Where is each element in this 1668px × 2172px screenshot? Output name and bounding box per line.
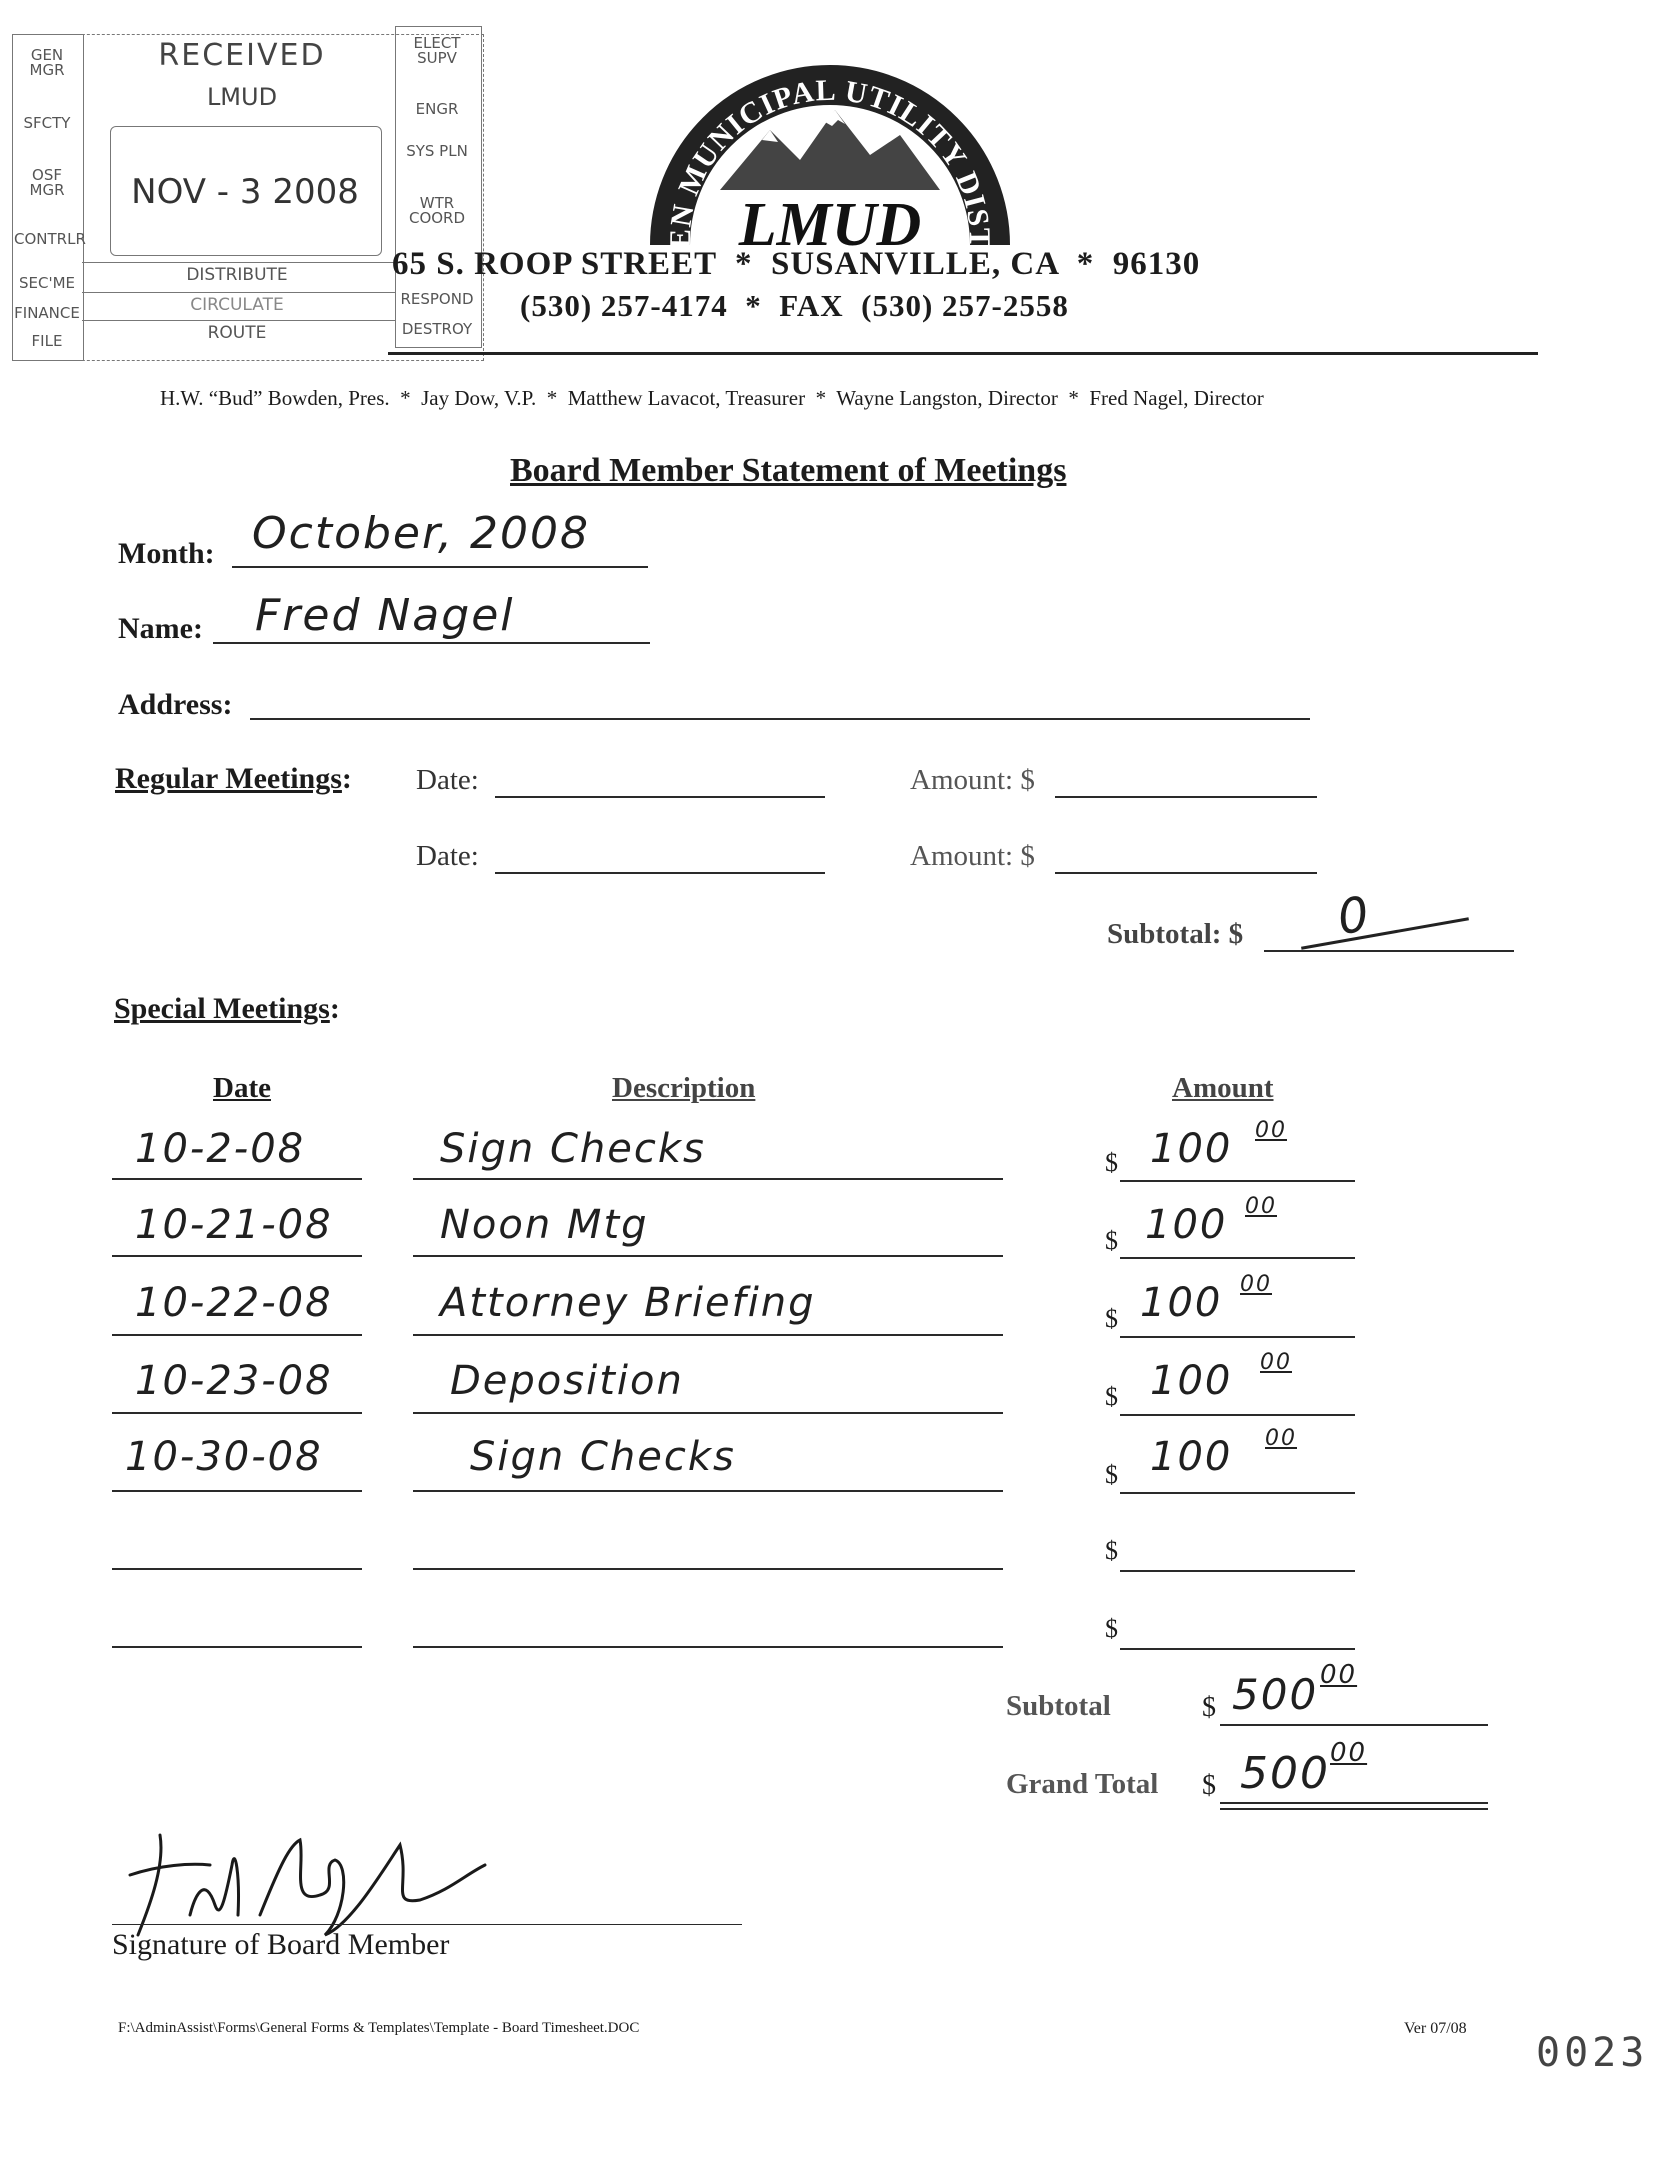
logo-arc-text: EN MUNICIPAL UTILITY DIST (663, 73, 997, 250)
special-subtotal-line (1220, 1724, 1488, 1726)
row-date-line (112, 1568, 362, 1570)
footer-path: F:\AdminAssist\Forms\General Forms & Templates\Template - Board Timesheet.DOC (118, 2020, 640, 2036)
received-stamp (12, 26, 484, 366)
row-amount: 100 (1150, 1358, 1233, 1404)
row-description-line (413, 1490, 1003, 1492)
stamp-box-wtr-coord: WTR COORD (408, 194, 466, 227)
stamp-distribute: DISTRIBUTE (186, 265, 288, 285)
regular-date-line-2 (495, 872, 825, 874)
row-date-line (112, 1490, 362, 1492)
stamp-box-contrlr: CONTRLR (14, 230, 86, 248)
form-title: Board Member Statement of Meetings (510, 452, 1067, 489)
special-meetings-heading (114, 992, 340, 1026)
regular-subtotal-value: 0 (1334, 886, 1375, 946)
regular-amount-line-2 (1055, 872, 1317, 874)
address-field-line (250, 718, 1310, 720)
grand-total-line-1 (1220, 1802, 1488, 1804)
special-subtotal-value: 500 (1232, 1670, 1319, 1719)
stamp-date: NOV - 3 2008 (131, 172, 359, 212)
grand-total-cents: 00 (1330, 1738, 1368, 1768)
special-meetings-colon: : (329, 992, 340, 1025)
row-cents: 00 (1255, 1118, 1287, 1143)
row-date-line (112, 1178, 362, 1180)
regular-meetings-heading (115, 762, 352, 796)
row-description-line (413, 1178, 1003, 1180)
row-amount: 100 (1150, 1434, 1233, 1480)
row-description-line (413, 1646, 1003, 1648)
stamp-received: RECEIVED (158, 38, 326, 73)
row-dollar: $ (1105, 1614, 1118, 1643)
row-amount-line (1120, 1492, 1355, 1494)
lmud-logo (640, 40, 1020, 280)
stamp-route: ROUTE (207, 323, 267, 343)
row-date-line (112, 1412, 362, 1414)
name-line (213, 642, 650, 644)
logo-center-text: LMUD (738, 191, 922, 259)
row-amount: 100 (1150, 1126, 1233, 1172)
row-date: 10-22-08 (135, 1280, 333, 1326)
row-dollar: $ (1105, 1536, 1118, 1565)
row-dollar: $ (1105, 1382, 1118, 1411)
row-cents: 00 (1260, 1350, 1292, 1375)
special-subtotal-cents: 00 (1320, 1660, 1358, 1690)
stamp-box-sys-pln: SYS PLN (406, 142, 468, 160)
month-line (232, 566, 648, 568)
row-description: Sign Checks (470, 1434, 736, 1480)
regular-date-label-1: Date: (416, 764, 479, 796)
lmud-logo-graphic (640, 40, 1020, 280)
row-dollar: $ (1105, 1304, 1118, 1333)
row-date: 10-2-08 (135, 1126, 306, 1172)
row-amount-line (1120, 1570, 1355, 1572)
regular-amount-label-1: Amount: $ (910, 764, 1035, 796)
row-amount-line (1120, 1414, 1355, 1416)
name-label: Name: (118, 612, 203, 645)
row-description: Deposition (450, 1358, 684, 1404)
stamp-box-destroy: DESTROY (401, 320, 473, 338)
col-header-description: Description (612, 1072, 756, 1104)
row-description-line (413, 1255, 1003, 1257)
header-rule (388, 352, 1538, 355)
row-date: 10-21-08 (135, 1202, 333, 1248)
board-members-line: H.W. “Bud” Bowden, Pres. * Jay Dow, V.P. * Matthew Lavacot, Treasurer * Wayne Langston, Director * Fred Nagel, Director (160, 386, 1264, 410)
regular-date-line-1 (495, 796, 825, 798)
row-cents: 00 (1265, 1426, 1297, 1451)
row-amount-line (1120, 1336, 1355, 1338)
page-number: 0023 (1536, 2030, 1649, 2076)
row-amount: 100 (1140, 1280, 1223, 1326)
stamp-org: LMUD (206, 83, 278, 111)
special-meetings-label: Special Meetings (114, 992, 330, 1025)
stamp-box-safety: SFCTY (23, 114, 71, 132)
row-date: 10-30-08 (125, 1434, 323, 1480)
regular-subtotal-line (1264, 950, 1514, 952)
address-label: Address: (118, 688, 233, 721)
regular-amount-label-2: Amount: $ (910, 840, 1035, 872)
stamp-box-sec: SEC'ME (18, 274, 75, 292)
row-dollar: $ (1105, 1148, 1118, 1177)
regular-amount-line-1 (1055, 796, 1317, 798)
stamp-box-respond: RESPOND (400, 290, 474, 308)
col-header-amount: Amount (1172, 1072, 1274, 1104)
row-date-line (112, 1646, 362, 1648)
grand-total-value: 500 (1240, 1748, 1330, 1799)
regular-date-label-2: Date: (416, 840, 479, 872)
row-date-line (112, 1255, 362, 1257)
grand-total-dollar: $ (1202, 1770, 1216, 1801)
row-description-line (413, 1334, 1003, 1336)
signature-label: Signature of Board Member (112, 1928, 450, 1961)
row-description: Attorney Briefing (440, 1280, 816, 1326)
special-subtotal-label: Subtotal (1006, 1690, 1111, 1722)
row-date-line (112, 1334, 362, 1336)
regular-meetings-colon: : (341, 762, 352, 795)
regular-subtotal-label: Subtotal: $ (1107, 918, 1244, 950)
row-amount: 100 (1145, 1202, 1228, 1248)
row-amount-line (1120, 1648, 1355, 1650)
row-cents: 00 (1245, 1194, 1277, 1219)
stamp-box-file: FILE (31, 332, 63, 350)
month-value: October, 2008 (252, 508, 590, 559)
row-description-line (413, 1412, 1003, 1414)
stamp-box-gen-mgr: GEN MGR (29, 46, 65, 79)
address-line: 65 S. ROOP STREET * SUSANVILLE, CA * 96130 (392, 246, 1201, 282)
special-subtotal-dollar: $ (1202, 1692, 1216, 1723)
row-cents: 00 (1240, 1272, 1272, 1297)
stamp-circulate: CIRCULATE (190, 295, 284, 315)
stamp-box-engr: ENGR (415, 100, 459, 118)
grand-total-label: Grand Total (1006, 1768, 1159, 1800)
stamp-box-osf-mgr: OSF MGR (29, 166, 65, 199)
row-amount-line (1120, 1257, 1355, 1259)
regular-meetings-label: Regular Meetings (115, 762, 342, 795)
row-description: Noon Mtg (440, 1202, 649, 1248)
grand-total-line-2 (1220, 1808, 1488, 1810)
row-amount-line (1120, 1180, 1355, 1182)
name-value: Fred Nagel (255, 590, 515, 641)
month-label: Month: (118, 537, 215, 570)
regular-subtotal-slash (1301, 917, 1469, 949)
row-description: Sign Checks (440, 1126, 706, 1172)
col-header-date: Date (213, 1072, 271, 1104)
stamp-box-elect-supv: ELECT SUPV (413, 34, 461, 67)
signature-line (112, 1924, 742, 1925)
row-date: 10-23-08 (135, 1358, 333, 1404)
row-description-line (413, 1568, 1003, 1570)
row-dollar: $ (1105, 1226, 1118, 1255)
footer-version: Ver 07/08 (1404, 2020, 1467, 2037)
stamp-box-finance: FINANCE (14, 304, 80, 322)
phone-line: (530) 257-4174 * FAX (530) 257-2558 (520, 288, 1069, 323)
row-dollar: $ (1105, 1460, 1118, 1489)
